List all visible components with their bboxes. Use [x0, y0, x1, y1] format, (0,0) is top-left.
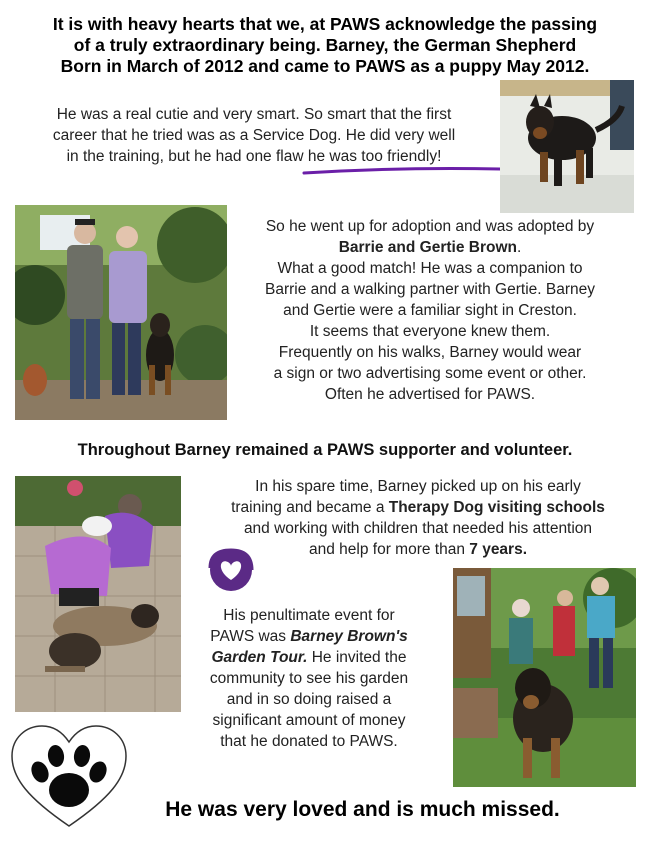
- garden-tour-title-1: Barney Brown's: [290, 628, 408, 645]
- adoption-line-6: It seems that everyone knew them.: [309, 323, 551, 340]
- adoption-line-7: Frequently on his walks, Barney would wear: [278, 344, 582, 361]
- garden-line-3: Garden Tour. He invited the: [211, 649, 407, 666]
- therapy-line-2: training and became a Therapy Dog visiting schools: [231, 499, 605, 516]
- service-dog-paragraph: [8, 104, 500, 167]
- adopters-names: Barrie and Gertie Brown: [338, 239, 517, 256]
- garden-line-1: His penultimate event for: [223, 607, 395, 624]
- garden-line-2: PAWS was Barney Brown's: [210, 628, 408, 645]
- therapy-line-4: and help for more than 7 years.: [308, 541, 528, 558]
- purple-underline-swoosh: [300, 164, 505, 178]
- therapy-dog-highlight: Therapy Dog visiting schools: [388, 499, 605, 516]
- garden-line-6: significant amount of money: [212, 712, 406, 729]
- garden-tour-photo: [453, 568, 636, 787]
- headline-line-1: It is with heavy hearts that we, at PAWS acknowledge the passing: [52, 14, 598, 34]
- too-friendly-text: he was too friendly!: [307, 148, 442, 165]
- adoption-paragraph: [226, 216, 634, 405]
- adoption-line-8: a sign or two advertising some event or other.: [273, 365, 587, 382]
- service-dog-line-1: He was a real cutie and very smart. So smart that the first: [56, 106, 452, 123]
- adoption-line-5: and Gertie were a familiar sight in Creston.: [283, 302, 577, 319]
- service-dog-line-2: career that he tried was as a Service Dog. He did very well: [52, 127, 456, 144]
- adoption-line-1: So he went up for adoption and was adopted by: [265, 218, 595, 235]
- paw-heart-icon: [8, 722, 130, 832]
- headline: [0, 14, 650, 77]
- therapy-dog-photo: [15, 476, 181, 712]
- barrie-gertie-photo: [15, 205, 227, 420]
- closing-line: He was very loved and is much missed.: [165, 798, 560, 821]
- garden-line-4: community to see his garden: [209, 670, 409, 687]
- adoption-line-9: Often he advertised for PAWS.: [324, 386, 536, 403]
- puppy-photo: [500, 80, 634, 213]
- heart-badge-icon: [204, 546, 258, 594]
- supporter-heading: Throughout Barney remained a PAWS supporter and volunteer.: [77, 441, 573, 459]
- headline-line-3: Born in March of 2012 and came to PAWS as a puppy May 2012.: [60, 56, 590, 76]
- garden-tour-paragraph: [196, 605, 422, 752]
- service-dog-line-3: in the training, but he had one flaw he was too friendly!: [66, 148, 442, 165]
- adoption-line-3: What a good match! He was a companion to: [277, 260, 583, 277]
- therapy-line-3: and working with children that needed his attention: [243, 520, 593, 537]
- adoption-line-2: Barrie and Gertie Brown.: [338, 239, 522, 256]
- years-highlight: 7 years.: [469, 541, 528, 558]
- garden-line-5: and in so doing raised a: [226, 691, 392, 708]
- headline-line-2: of a truly extraordinary being. Barney, the German Shepherd: [73, 35, 577, 55]
- garden-line-7: that he donated to PAWS.: [220, 733, 398, 750]
- therapy-line-1: In his spare time, Barney picked up on his early: [255, 478, 581, 495]
- therapy-paragraph: [190, 476, 646, 560]
- adoption-line-4: Barrie and a walking partner with Gertie. Barney: [265, 281, 595, 298]
- garden-tour-title-2: Garden Tour.: [211, 649, 308, 666]
